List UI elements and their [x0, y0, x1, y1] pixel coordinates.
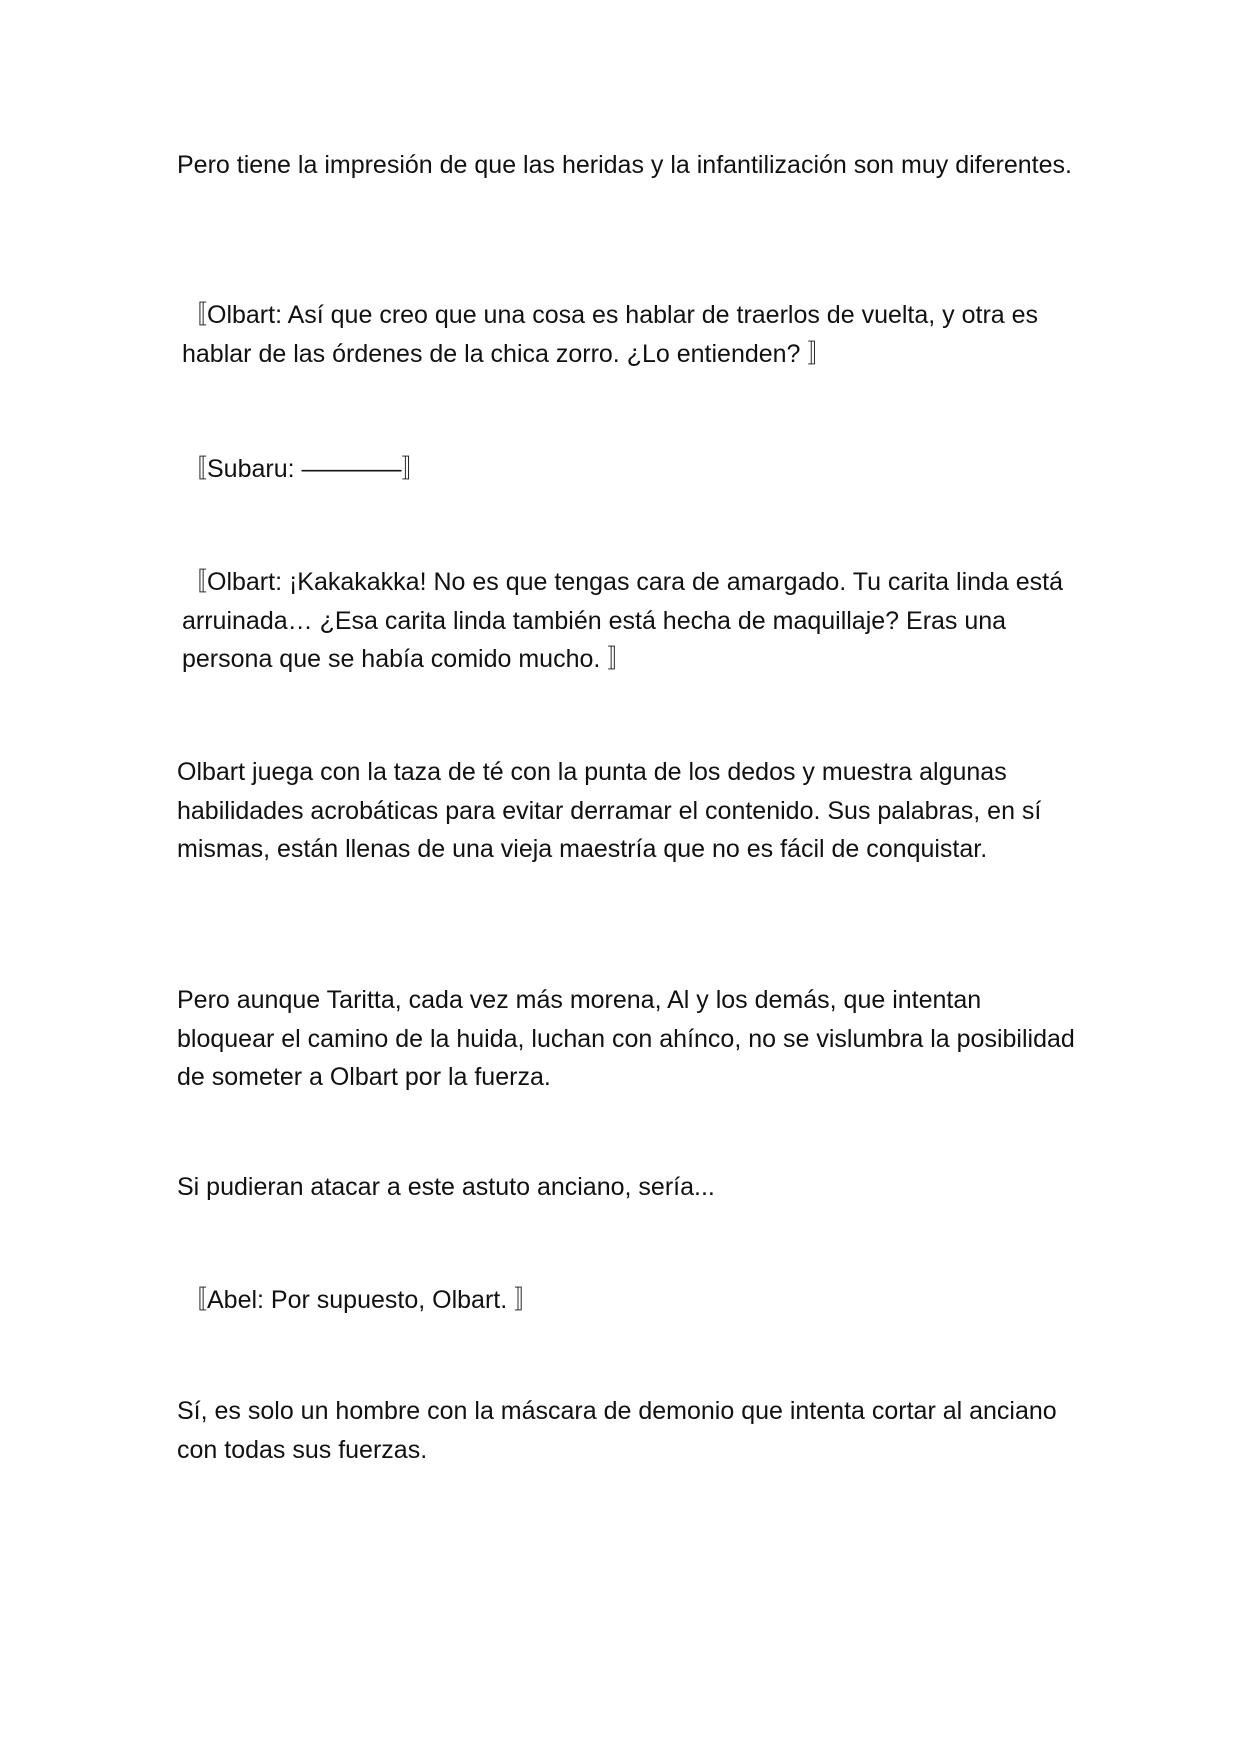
- paragraph-narration: Pero aunque Taritta, cada vez más morena, Al y los demás, que intentan bloquear el camino de la huida, luchan con ahínco, no se vislumbra la posibilidad de someter a Olbart por la fuerza.: [177, 986, 1082, 1091]
- paragraph-dialogue-abel: 〚Abel: Por supuesto, Olbart. 〛: [182, 1286, 540, 1314]
- paragraph-dialogue-subaru: 〚Subaru: ————〛: [182, 455, 427, 483]
- paragraph-narration: Si pudieran atacar a este astuto anciano, sería...: [177, 1173, 715, 1201]
- paragraph-dialogue-olbart: 〚Olbart: ¡Kakakakka! No es que tengas cara de amargado. Tu carita linda está arruinada… ¿Esa carita linda también está hecha de maquillaje? Eras una persona que se había comido mucho. 〛: [182, 568, 1070, 673]
- paragraph-dialogue-olbart: 〚Olbart: Así que creo que una cosa es hablar de traerlos de vuelta, y otra es hablar de las órdenes de la chica zorro. ¿Lo entienden? 〛: [182, 301, 1045, 368]
- paragraph-narration: Pero tiene la impresión de que las heridas y la infantilización son muy diferentes.: [177, 151, 1072, 179]
- paragraph-narration: Sí, es solo un hombre con la máscara de demonio que intenta cortar al anciano con todas sus fuerzas.: [177, 1397, 1064, 1464]
- paragraph-narration: Olbart juega con la taza de té con la punta de los dedos y muestra algunas habilidades acrobáticas para evitar derramar el contenido. Sus palabras, en sí mismas, están llenas de una vieja maestría que no es fácil de conquistar.: [177, 758, 1049, 863]
